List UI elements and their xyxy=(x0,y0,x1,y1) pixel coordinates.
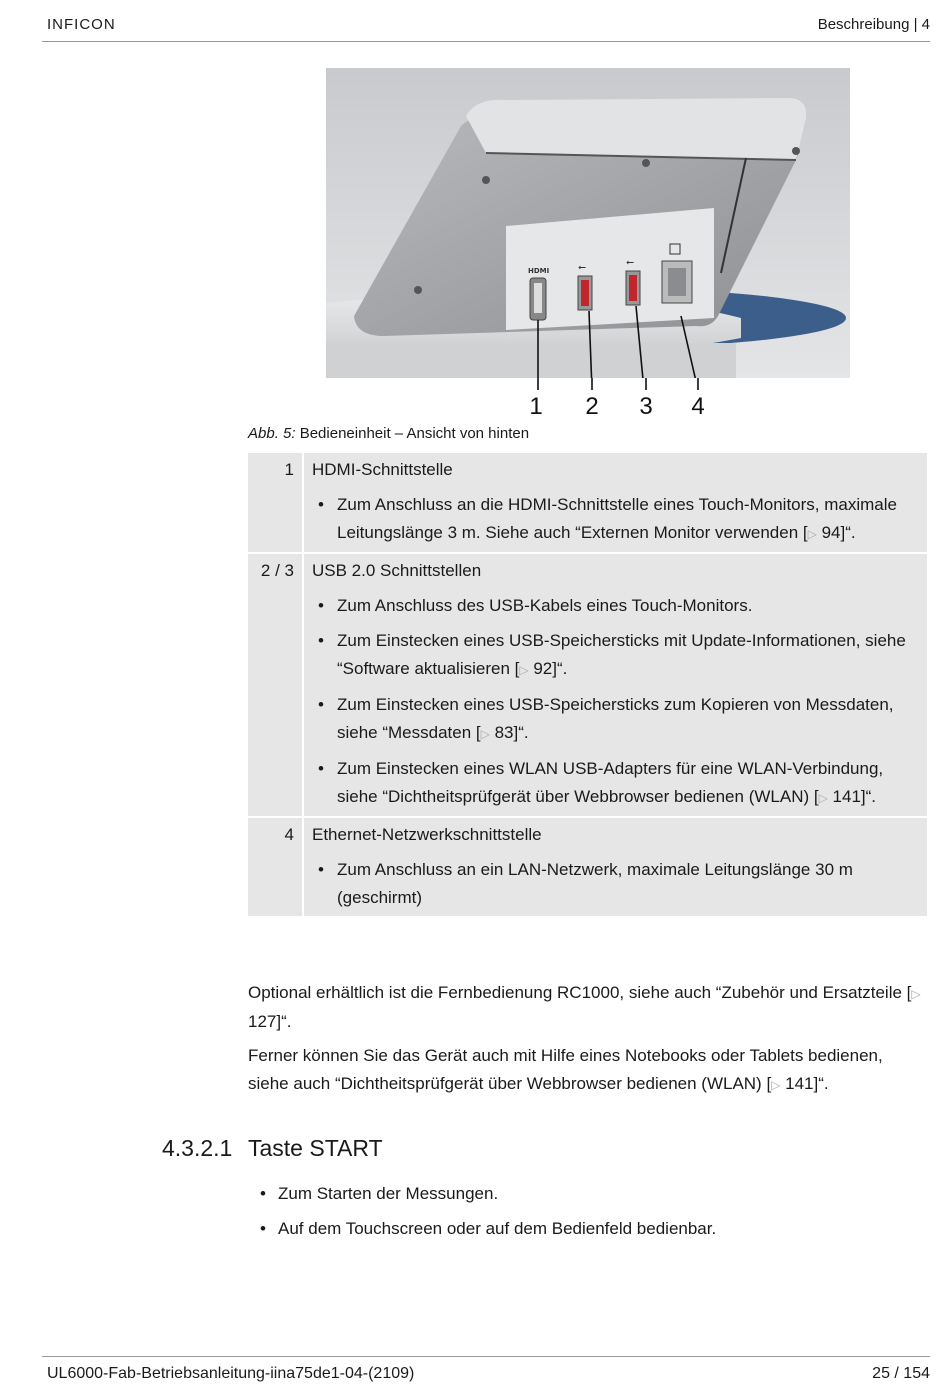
page-header xyxy=(42,14,930,42)
figure-caption xyxy=(248,425,529,442)
callout-2: 2 xyxy=(585,393,599,420)
list-item: • Auf dem Touchscreen oder auf dem Bedienfeld bedienbar. xyxy=(258,1215,716,1243)
svg-text:⭠: ⭠ xyxy=(626,257,634,268)
row-title: USB 2.0 Schnittstellen xyxy=(312,561,482,580)
row-number: 4 xyxy=(284,825,294,844)
paragraph-notebook: Ferner können Sie das Gerät auch mit Hilfe eines Notebooks oder Tablets bedienen, siehe auch “Dichtheitsprüfgerät über Webbrowser bedienen (WLAN) [▷ 141]“. xyxy=(248,1046,883,1093)
table-row xyxy=(248,553,927,817)
section-title: Taste START xyxy=(248,1135,383,1161)
document-id: UL6000-Fab-Betriebsanleitung-iina75de1-04-(2109) xyxy=(47,1365,415,1382)
callout-1: 1 xyxy=(529,393,543,420)
svg-text:⭠: ⭠ xyxy=(578,262,586,273)
list-item: • Zum Einstecken eines USB-Speichersticks mit Update-Informationen, siehe “Software aktualisieren [▷ 92]“. xyxy=(312,627,921,684)
page-footer xyxy=(42,1356,930,1382)
table-row xyxy=(248,453,927,553)
list-item: • Zum Anschluss an ein LAN-Netzwerk, maximale Leitungslänge 30 m (geschirmt) xyxy=(312,856,921,912)
page-ref-link[interactable]: ▷ xyxy=(519,663,529,677)
list-item: • Zum Einstecken eines WLAN USB-Adapters für eine WLAN-Verbindung, siehe “Dichtheitsprüfgerät über Webbrowser bedienen (WLAN) [▷ 141]“. xyxy=(312,755,921,812)
section-bullet-list xyxy=(258,1180,716,1250)
row-title: Ethernet-Netzwerkschnittstelle xyxy=(312,825,542,844)
caption-text: Bedieneinheit – Ansicht von hinten xyxy=(295,425,530,442)
section-number: 4.3.2.1 xyxy=(162,1135,233,1161)
list-item: • Zum Einstecken eines USB-Speichersticks zum Kopieren von Messdaten, siehe “Messdaten [▷ 83]“. xyxy=(312,691,921,748)
list-item: • Zum Starten der Messungen. xyxy=(258,1180,716,1208)
list-item: • Zum Anschluss an die HDMI-Schnittstelle eines Touch-Monitors, maximale Leitungslänge 3 m. Siehe auch “Externen Monitor verwenden [▷ 94]“. xyxy=(312,491,921,548)
table-row xyxy=(248,817,927,916)
hdmi-port-icon xyxy=(528,267,549,320)
list-item: • Zum Anschluss des USB-Kabels eines Touch-Monitors. xyxy=(312,592,921,620)
page-ref-link[interactable]: ▷ xyxy=(911,987,921,1001)
figure-callouts xyxy=(326,378,850,423)
caption-prefix: Abb. 5: xyxy=(248,425,296,442)
row-title: HDMI-Schnittstelle xyxy=(312,460,453,479)
page-ref-link[interactable]: ▷ xyxy=(771,1078,781,1092)
page-number: 25 / 154 xyxy=(872,1365,930,1382)
brand-name: INFICON xyxy=(47,16,116,33)
device-rear-view-image xyxy=(326,68,850,378)
svg-text:HDMI: HDMI xyxy=(528,267,550,275)
row-number: 2 / 3 xyxy=(260,561,294,580)
page-ref-link[interactable]: ▷ xyxy=(818,791,828,805)
interface-table xyxy=(248,453,927,916)
row-number: 1 xyxy=(284,460,294,479)
callout-3: 3 xyxy=(639,393,653,420)
page-ref-link[interactable]: ▷ xyxy=(480,727,490,741)
callout-4: 4 xyxy=(691,393,705,420)
paragraph-remote: Optional erhältlich ist die Fernbedienung RC1000, siehe auch “Zubehör und Ersatzteile [▷ 127]“. xyxy=(248,983,921,1031)
section-indicator: Beschreibung | 4 xyxy=(817,16,930,33)
section-heading xyxy=(162,1135,383,1162)
page-ref-link[interactable]: ▷ xyxy=(807,527,817,541)
